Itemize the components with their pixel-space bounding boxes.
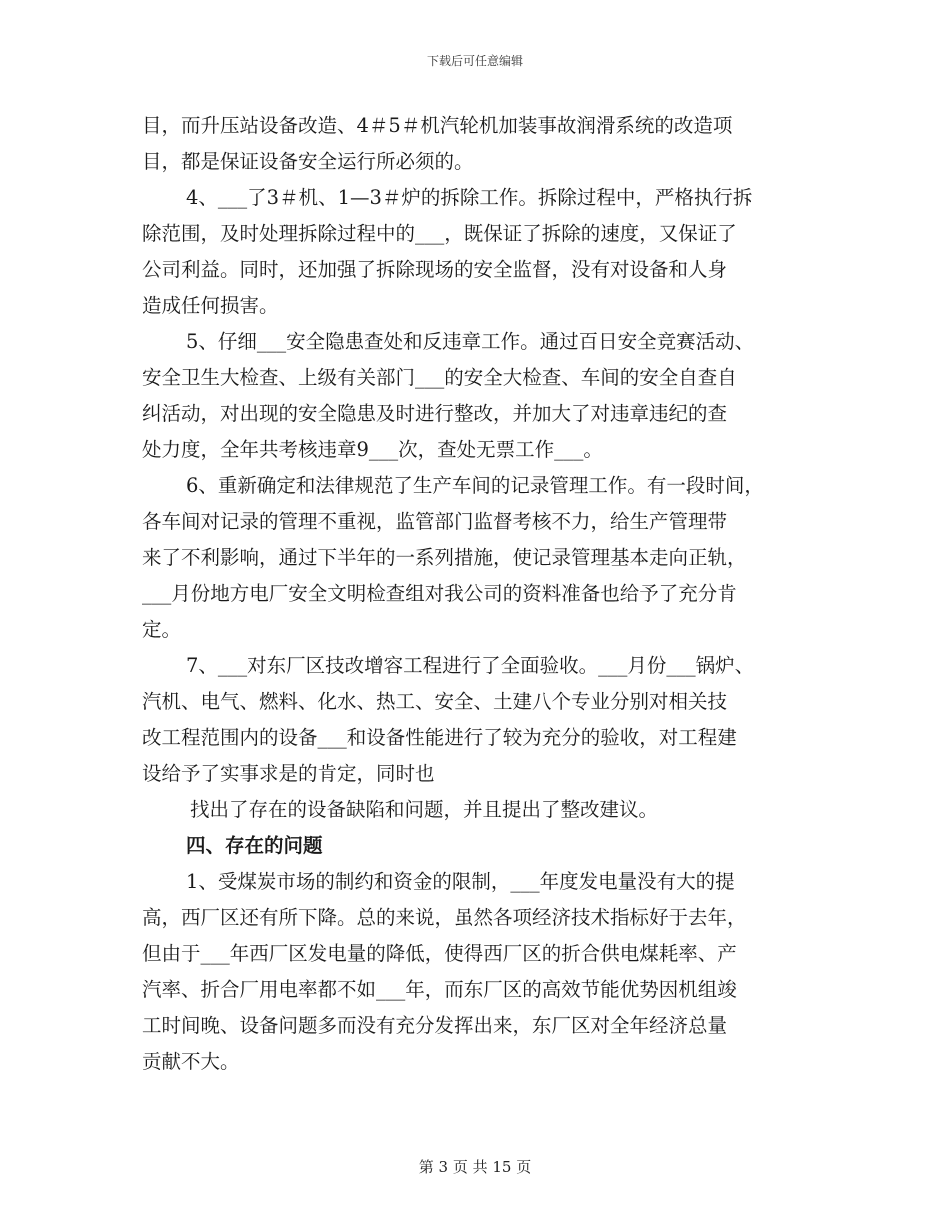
text-line: 找出了存在的设备缺陷和问题，并且提出了整改建议。 [190, 798, 659, 821]
document-body [142, 108, 832, 1080]
text-line: 5、仔细___安全隐患查处和反违章工作。通过百日安全竞赛活动、 [186, 330, 755, 353]
text-line: 工时间晚、设备问题多而没有充分发挥出来，东厂区对全年经济总量 [142, 1014, 728, 1037]
text-line: 处力度，全年共考核违章9___次，查处无票工作___。 [142, 438, 603, 461]
text-line: 7、___对东厂区技改增容工程进行了全面验收。___月份___锅炉、 [186, 654, 755, 677]
page-number: 第 3 页 共 15 页 [418, 1158, 532, 1176]
text-line: 造成任何损害。 [142, 294, 279, 317]
text-line: 高，西厂区还有所下降。总的来说，虽然各项经济技术指标好于去年， [142, 906, 747, 929]
text-line: 安全卫生大检查、上级有关部门___的安全大检查、车间的安全自查自 [142, 366, 737, 389]
text-line: 各车间对记录的管理不重视，监管部门监督考核不力，给生产管理带 [142, 510, 728, 533]
text-line: ___月份地方电厂安全文明检查组对我公司的资料准备也给予了充分肯 [142, 582, 737, 605]
text-line: 但由于___年西厂区发电量的降低，使得西厂区的折合供电煤耗率、产 [142, 942, 737, 965]
text-line: 目，而升压站设备改造、4＃5＃机汽轮机加装事故润滑系统的改造项 [142, 114, 733, 137]
text-line: 改工程范围内的设备___和设备性能进行了较为充分的验收，对工程建 [142, 726, 737, 749]
text-line: 定。 [142, 618, 182, 641]
text-line: 设给予了实事求是的肯定，同时也 [142, 762, 435, 785]
text-line: 除范围，及时处理拆除过程中的___，既保证了拆除的速度，又保证了 [142, 222, 737, 245]
text-line: 纠活动，对出现的安全隐患及时进行整改，并加大了对违章违纪的查 [142, 402, 728, 425]
text-line: 公司利益。同时，还加强了拆除现场的安全监督，没有对设备和人身 [142, 258, 728, 281]
text-line: 4、___了3＃机、1—3＃炉的拆除工作。拆除过程中，严格执行拆 [186, 186, 753, 209]
text-line: 1、受煤炭市场的制约和资金的限制，___年度发电量没有大的提 [186, 870, 735, 893]
text-line: 汽机、电气、燃料、化水、热工、安全、土建八个专业分别对相关技 [142, 690, 728, 713]
text-line: 来了不利影响，通过下半年的一系列措施，使记录管理基本走向正轨， [142, 546, 747, 569]
section-heading: 四、存在的问题 [186, 834, 323, 857]
text-line: 目，都是保证设备安全运行所必须的。 [142, 150, 474, 173]
text-line: 6、重新确定和法律规范了生产车间的记录管理工作。有一段时间， [186, 474, 764, 497]
page-header-note: 下载后可任意编辑 [426, 54, 523, 68]
text-line: 汽率、折合厂用电率都不如___年，而东厂区的高效节能优势因机组竣 [142, 978, 737, 1001]
text-line: 贡献不大。 [142, 1050, 240, 1073]
